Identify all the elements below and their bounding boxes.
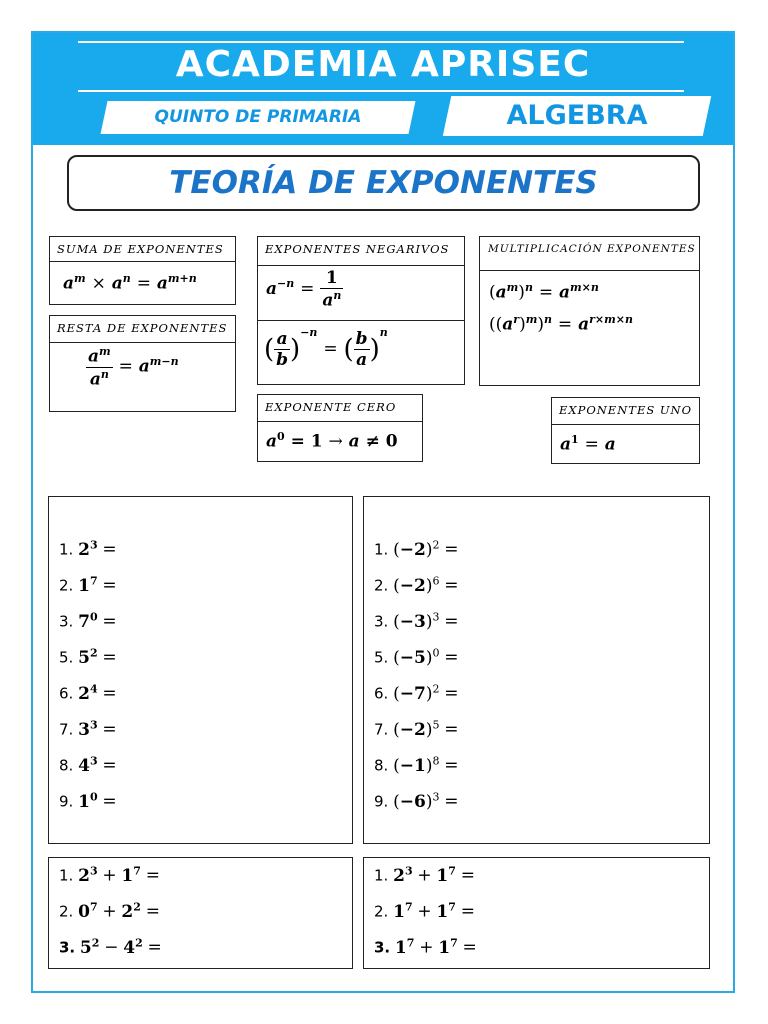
exercise-item: 1. $2^3$ = bbox=[59, 538, 117, 560]
exercise-item: 2. $(-2)^6$ = bbox=[374, 574, 459, 596]
rule-multiplicacion-box bbox=[479, 236, 700, 386]
rule-resta-formula: $\frac{a^m}{a^n}$ = $a^{m-n}$ bbox=[88, 345, 179, 390]
doc-title: TEORÍA DE EXPONENTES bbox=[169, 165, 598, 201]
exercise-item: 9. $(-6)^3$ = bbox=[374, 790, 459, 812]
exercise-item: 7. $(-2)^5$ = bbox=[374, 718, 459, 740]
exercise-item: 6. $(-7)^2$ = bbox=[374, 682, 459, 704]
grade-label: QUINTO DE PRIMARIA bbox=[154, 107, 362, 127]
rule-uno-label: EXPONENTES UNO bbox=[559, 403, 693, 417]
combined-exercise-item: 3. $1^7 + 1^7$ = bbox=[374, 936, 477, 958]
rule-cero-label: EXPONENTE CERO bbox=[265, 400, 397, 414]
rule-divider bbox=[551, 424, 700, 425]
rule-divider bbox=[257, 320, 465, 321]
combined-exercise-item: 2. $0^7 + 2^2$ = bbox=[59, 900, 160, 922]
rule-multiplicacion-formula-2: $((a^r)^m)^n = a^{r\times m\times n}$ bbox=[489, 313, 633, 335]
header-top-line bbox=[78, 41, 684, 43]
combined-exercise-item: 1. $2^3 + 1^7$ = bbox=[374, 864, 475, 886]
rule-divider bbox=[49, 261, 236, 262]
rule-divider bbox=[479, 270, 700, 271]
rule-divider bbox=[257, 421, 423, 422]
rule-suma-label: SUMA DE EXPONENTES bbox=[57, 242, 224, 256]
rule-cero-formula: $a^0 = 1 \to a \ne 0$ bbox=[266, 430, 398, 452]
combined-exercise-item: 3. $5^2 - 4^2$ = bbox=[59, 936, 162, 958]
exercise-item: 9. $1^0$ = bbox=[59, 790, 117, 812]
rule-resta-label: RESTA DE EXPONENTES bbox=[57, 321, 228, 335]
exercise-item: 3. $7^0$ = bbox=[59, 610, 117, 632]
rule-negativos-formula-1: $a^{-n}$ = $\frac{1}{a^n}$ bbox=[266, 268, 342, 311]
exercise-item: 8. $4^3$ = bbox=[59, 754, 117, 776]
combined-exercise-item: 1. $2^3 + 1^7$ = bbox=[59, 864, 160, 886]
rule-divider bbox=[257, 265, 465, 266]
exercise-item: 3. $(-3)^3$ = bbox=[374, 610, 459, 632]
rule-negativos-label: EXPONENTES NEGARIVOS bbox=[265, 242, 450, 256]
rule-divider bbox=[49, 342, 236, 343]
rule-multiplicacion-label: MULTIPLICACIÓN EXPONENTES bbox=[488, 243, 696, 255]
rule-suma-formula: $a^m \times a^n = a^{m+n}$ bbox=[63, 272, 197, 294]
exercise-item: 5. $5^2$ = bbox=[59, 646, 117, 668]
rule-negativos-formula-2: ( $\frac{a}{b}$ )$^{-n}$ = ( $\frac{b}{a}$ )$^n$ bbox=[264, 326, 388, 370]
exercise-item: 2. $1^7$ = bbox=[59, 574, 117, 596]
academy-title: ACADEMIA APRISEC bbox=[175, 44, 591, 85]
exercise-item: 7. $3^3$ = bbox=[59, 718, 117, 740]
combined-exercise-item: 2. $1^7 + 1^7$ = bbox=[374, 900, 475, 922]
rule-multiplicacion-formula-1: $(a^m)^n = a^{m\times n}$ bbox=[489, 281, 599, 303]
header-mid-line bbox=[78, 90, 684, 92]
rule-uno-formula: $a^1 = a$ bbox=[560, 433, 616, 455]
exercise-item: 8. $(-1)^8$ = bbox=[374, 754, 459, 776]
exercise-item: 5. $(-5)^0$ = bbox=[374, 646, 459, 668]
exercise-item: 6. $2^4$ = bbox=[59, 682, 117, 704]
subject-label: ALGEBRA bbox=[506, 100, 648, 131]
exercise-item: 1. $(-2)^2$ = bbox=[374, 538, 459, 560]
